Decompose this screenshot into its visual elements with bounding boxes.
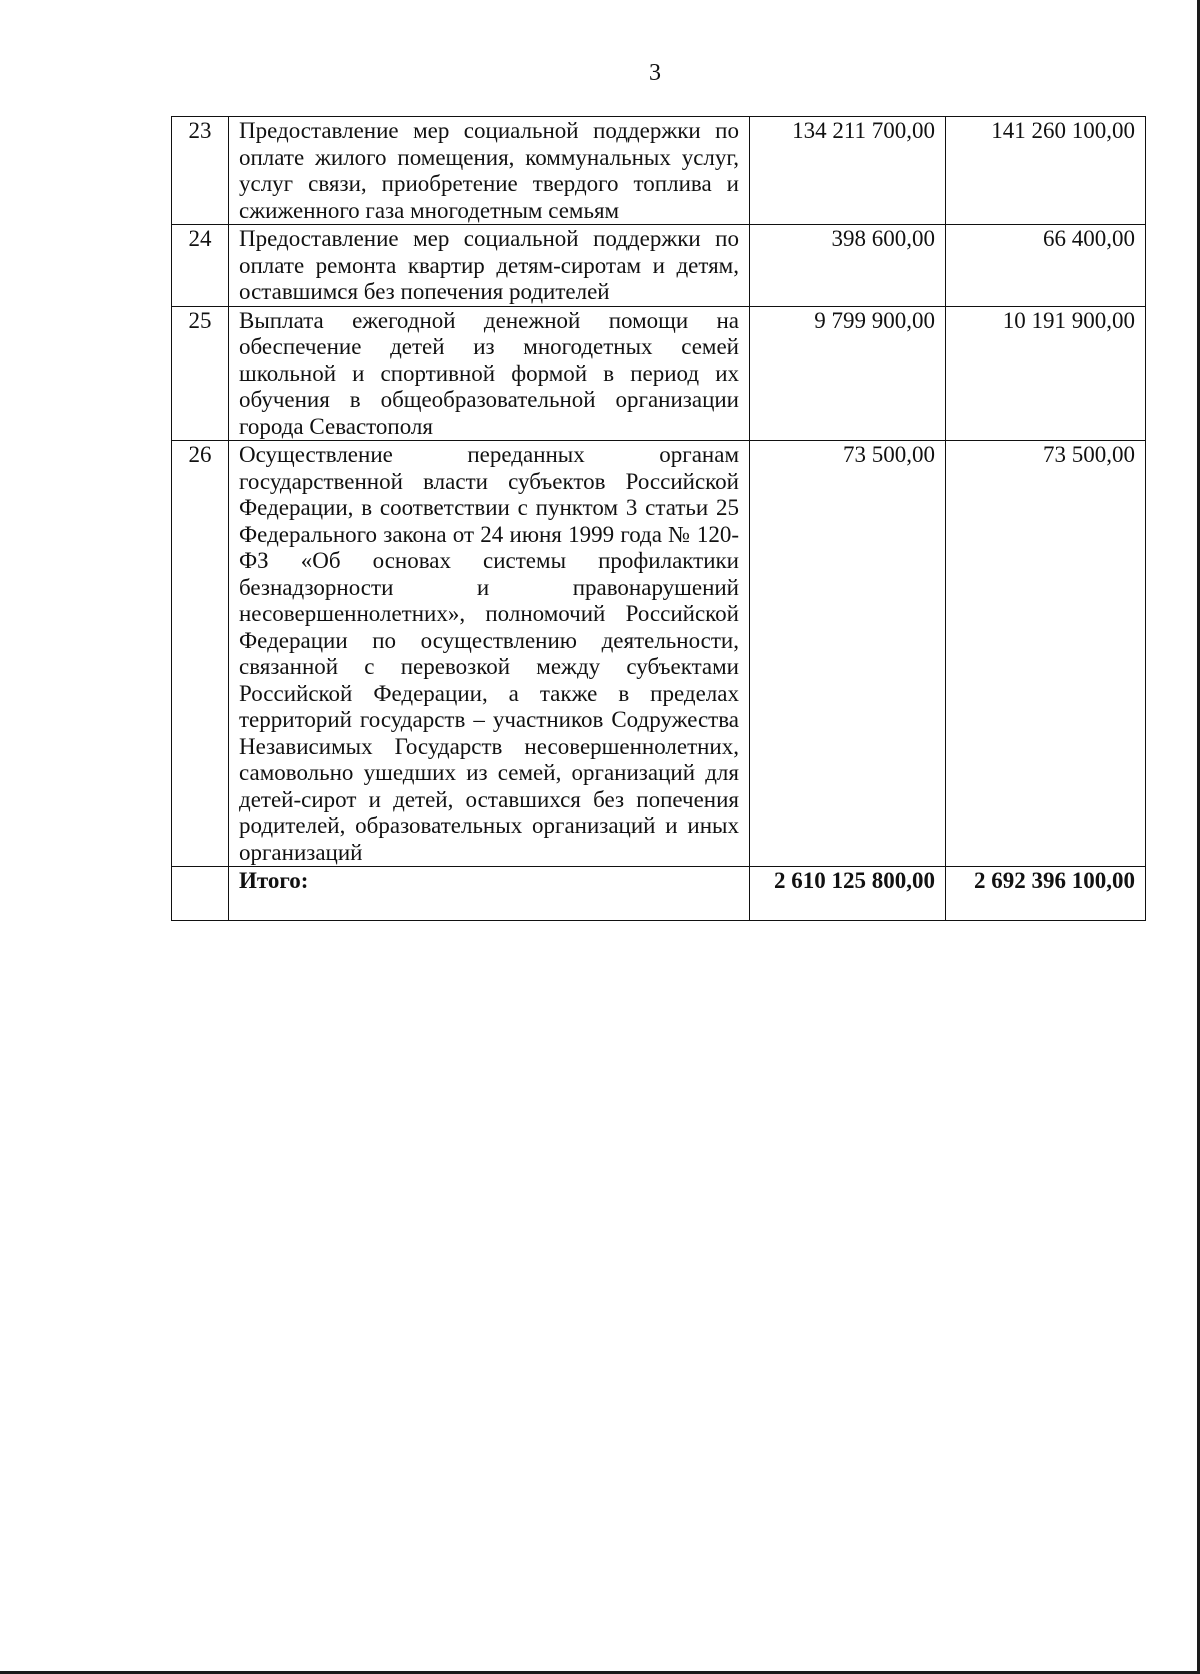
row-amount-year-2: 73 500,00 — [946, 441, 1146, 867]
total-amount-year-2: 2 692 396 100,00 — [946, 867, 1146, 921]
table-row — [172, 441, 1146, 867]
row-number: 23 — [172, 117, 229, 225]
table-row — [172, 225, 1146, 307]
row-amount-year-1: 398 600,00 — [750, 225, 946, 307]
table-row — [172, 306, 1146, 441]
total-label: Итого: — [229, 867, 750, 921]
row-description: Предоставление мер социальной поддержки по оплате ремонта квартир детям-сиротам и детям, оставшимся без попечения родителей — [229, 225, 750, 307]
row-description: Выплата ежегодной денежной помощи на обеспечение детей из многодетных семей школьной и спортивной формой в период их обучения в общеобразовательной организации города Севастополя — [229, 306, 750, 441]
total-row-number — [172, 867, 229, 921]
row-amount-year-2: 66 400,00 — [946, 225, 1146, 307]
row-number: 25 — [172, 306, 229, 441]
row-description: Осуществление переданных органам государственной власти субъектов Российской Федерации, в соответствии с пунктом 3 статьи 25 Федерального закона от 24 июня 1999 года № 120-ФЗ «Об основах системы профилактики безнадзорности и правонарушений несовершеннолетних», полномочий Российской Федерации по осуществлению деятельности, связанной с перевозкой между субъектами Российской Федерации, а также в пределах территорий государств – участников Содружества Независимых Государств несовершеннолетних, самовольно ушедших из семей, организаций для детей-сирот и детей, оставшихся без попечения родителей, образовательных организаций и иных организаций — [229, 441, 750, 867]
row-amount-year-2: 10 191 900,00 — [946, 306, 1146, 441]
row-amount-year-1: 73 500,00 — [750, 441, 946, 867]
row-amount-year-1: 9 799 900,00 — [750, 306, 946, 441]
row-amount-year-2: 141 260 100,00 — [946, 117, 1146, 225]
budget-table — [171, 116, 1146, 921]
page-number: 3 — [649, 60, 661, 86]
total-row — [172, 867, 1146, 921]
row-amount-year-1: 134 211 700,00 — [750, 117, 946, 225]
table-row — [172, 117, 1146, 225]
row-number: 26 — [172, 441, 229, 867]
total-amount-year-1: 2 610 125 800,00 — [750, 867, 946, 921]
row-description: Предоставление мер социальной поддержки по оплате жилого помещения, коммунальных услуг, услуг связи, приобретение твердого топлива и сжиженного газа многодетным семьям — [229, 117, 750, 225]
row-number: 24 — [172, 225, 229, 307]
